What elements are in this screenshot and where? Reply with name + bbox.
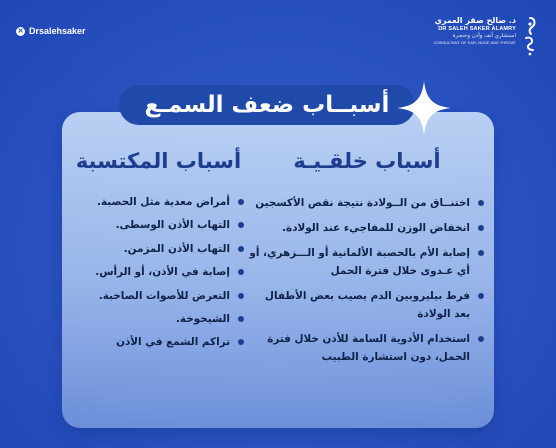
handle-text: Drsalehsaker [29,26,86,36]
ent-logo-icon [522,16,538,56]
social-handle [16,26,86,36]
list-item: الشيخوخة. [71,311,246,327]
list-item: انخفاض الوزن للمفاجيء عند الولادة. [248,219,486,237]
bullet-icon [238,293,244,299]
bullet-icon [238,246,244,252]
title-banner [119,85,415,125]
list-item: التعرض للأصوات الصاخبة. [71,288,246,304]
brand-text [433,16,516,45]
bullet-icon [478,336,484,342]
bullet-icon [238,316,244,322]
list-item: إصابة في الأذن، أو الرأس. [71,264,246,280]
brand-tagline-en: CONSULTANT OF EAR, NOSE AND THROAT [433,40,516,45]
bullet-icon [238,222,244,228]
list-item: أمراض معدية مثل الحصبة. [71,194,246,210]
congenital-list [248,194,486,366]
list-item: تراكم الشمع في الأذن [71,334,246,350]
list-item: التهاب الأذن الوسطى. [71,217,246,233]
brand-name-en: DR SALEH SAKER ALAMRY [438,26,516,32]
brand-logo [433,16,538,56]
acquired-causes-column [71,148,246,358]
congenital-causes-column [248,148,486,373]
bullet-icon [238,269,244,275]
bullet-icon [478,200,484,206]
congenital-heading: أسباب خلقـيـة [293,149,441,173]
sparkle-icon [393,77,455,139]
bullet-icon [238,199,244,205]
bullet-icon [478,250,484,256]
list-item: التهاب الأذن المزمن. [71,241,246,257]
brand-name-ar: د. صالح صقر العمري [434,16,516,25]
acquired-heading: أسباب المكتسبة [75,149,242,173]
bullet-icon [478,225,484,231]
brand-tagline-ar: استشاري أنف وأذن وحنجرة [452,33,516,39]
page-title: أسبــاب ضعف السمـع [144,92,390,118]
bullet-icon [478,293,484,299]
bullet-icon [238,339,244,345]
x-logo-icon: ✕ [17,27,24,35]
list-item: استخدام الأدوية السامة للأذن خلال فترة الحمل، دون استشارة الطبيب [248,330,486,366]
list-item: فرط بيليروبين الدم يصيب بعض الأطفال بعد الولادة [248,287,486,323]
acquired-list [71,194,246,350]
list-item: إصابة الأم بالحصبة الألمانية أو الـــزهري، أو أي عـدوى خلال فترة الحمل [248,244,486,280]
list-item: اختنــاق من الــولادة نتيجة نقص الأكسجين [248,194,486,212]
